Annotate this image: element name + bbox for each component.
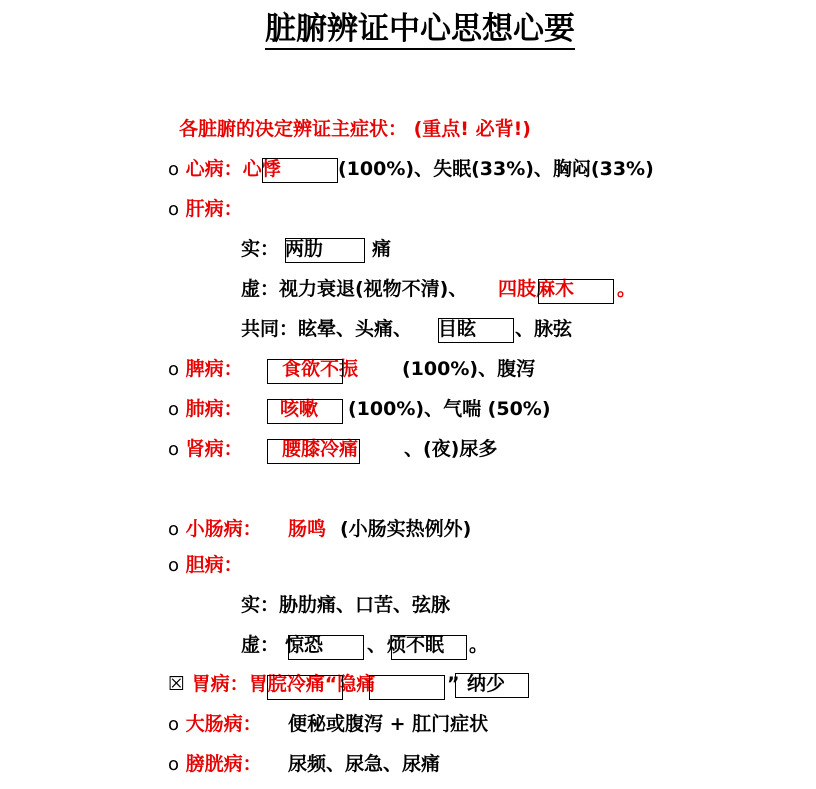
- spleen-line: [168, 360, 243, 379]
- stomach-rest: 纳少: [467, 673, 506, 695]
- stomach-label: 胃病：: [191, 673, 249, 695]
- checkbox-icon: ☒: [168, 673, 186, 695]
- heart-label: 心病：: [185, 158, 243, 180]
- spleen-label: 脾病：: [185, 358, 243, 380]
- liver-excess-key: 两肋: [285, 238, 324, 260]
- liver-common-prefix: 共同：眩晕、头痛、: [241, 318, 413, 340]
- spleen-box: [267, 359, 343, 384]
- bullet-icon: o: [168, 754, 180, 775]
- intro-heading: 各脏腑的决定辨证主症状： (重点! 必背!): [179, 118, 531, 140]
- liver-excess-box: [285, 238, 365, 263]
- large-intestine-rest: 便秘或腹泻 + 肛门症状: [288, 713, 489, 735]
- gallbladder-line: [168, 556, 243, 575]
- bullet-icon: o: [168, 714, 180, 735]
- stomach-box-1: [267, 675, 343, 700]
- bladder-line: [168, 755, 262, 774]
- stomach-key2: 隐痛: [337, 673, 376, 695]
- gallbladder-excess: 实：胁肋痛、口苦、弦脉: [241, 594, 451, 616]
- small-intestine-label: 小肠病：: [185, 518, 262, 540]
- small-intestine-key: 肠鸣: [288, 518, 327, 540]
- page-title-text: 脏腑辨证中心思想心要: [265, 14, 575, 50]
- liver-excess-prefix: 实：: [241, 238, 280, 260]
- spleen-key: 食欲不振: [282, 358, 359, 380]
- lung-line: [168, 400, 243, 419]
- liver-label: 肝病：: [185, 198, 243, 220]
- stomach-key1: 胃脘冷痛: [248, 673, 325, 695]
- stomach-quote-open: “: [324, 673, 338, 695]
- liver-common-rest: 、脉弦: [515, 318, 573, 340]
- kidney-key: 腰膝冷痛: [282, 438, 359, 460]
- lung-rest: (100%)、气喘 (50%): [348, 398, 551, 420]
- heart-key: 心悸: [242, 158, 281, 180]
- liver-excess-rest: 痛: [372, 238, 392, 260]
- lung-key: 咳嗽: [280, 398, 319, 420]
- liver-line: [168, 200, 243, 219]
- spleen-rest: (100%)、腹泻: [402, 358, 536, 380]
- large-intestine-label: 大肠病：: [185, 713, 262, 735]
- bullet-icon: o: [168, 519, 180, 540]
- gallbladder-deficiency-prefix: 虚：: [241, 634, 280, 656]
- liver-common-box: [438, 318, 514, 343]
- liver-deficiency-end: 。: [617, 278, 637, 300]
- small-intestine-line: [168, 520, 262, 539]
- liver-deficiency-box: [538, 279, 614, 304]
- lung-box: [267, 399, 343, 424]
- gallbladder-deficiency-key2: 烦不眠: [387, 634, 445, 656]
- small-intestine-rest: (小肠实热例外): [340, 518, 472, 540]
- bullet-icon: o: [168, 439, 180, 460]
- bullet-icon: o: [168, 159, 180, 180]
- lung-label: 肺病：: [185, 398, 243, 420]
- bullet-icon: o: [168, 359, 180, 380]
- liver-common-key: 目眩: [438, 318, 477, 340]
- gallbladder-box-2: [391, 635, 467, 660]
- stomach-quote-close: ”: [447, 673, 460, 695]
- bullet-icon: o: [168, 555, 180, 576]
- stomach-box-2: [369, 675, 445, 700]
- bullet-icon: o: [168, 199, 180, 220]
- heart-answer-box: [262, 158, 338, 183]
- gallbladder-deficiency-sep: 、: [367, 634, 387, 656]
- kidney-label: 肾病：: [185, 438, 243, 460]
- page-title: [0, 11, 816, 50]
- kidney-rest: 、(夜)尿多: [404, 438, 498, 460]
- liver-deficiency-key: 四肢麻木: [498, 278, 575, 300]
- gallbladder-deficiency-end: 。: [469, 634, 489, 656]
- gallbladder-box-1: [288, 635, 364, 660]
- bladder-rest: 尿频、尿急、尿痛: [288, 753, 441, 775]
- kidney-line: [168, 440, 243, 459]
- large-intestine-line: [168, 715, 262, 734]
- bladder-label: 膀胱病：: [185, 753, 262, 775]
- bullet-icon: o: [168, 399, 180, 420]
- kidney-box: [267, 439, 360, 464]
- gallbladder-deficiency-key1: 惊恐: [285, 634, 324, 656]
- gallbladder-label: 胆病：: [185, 554, 243, 576]
- liver-deficiency-prefix: 虚：视力衰退(视物不清)、: [241, 278, 468, 300]
- heart-rest: (100%)、失眠(33%)、胸闷(33%): [338, 158, 654, 180]
